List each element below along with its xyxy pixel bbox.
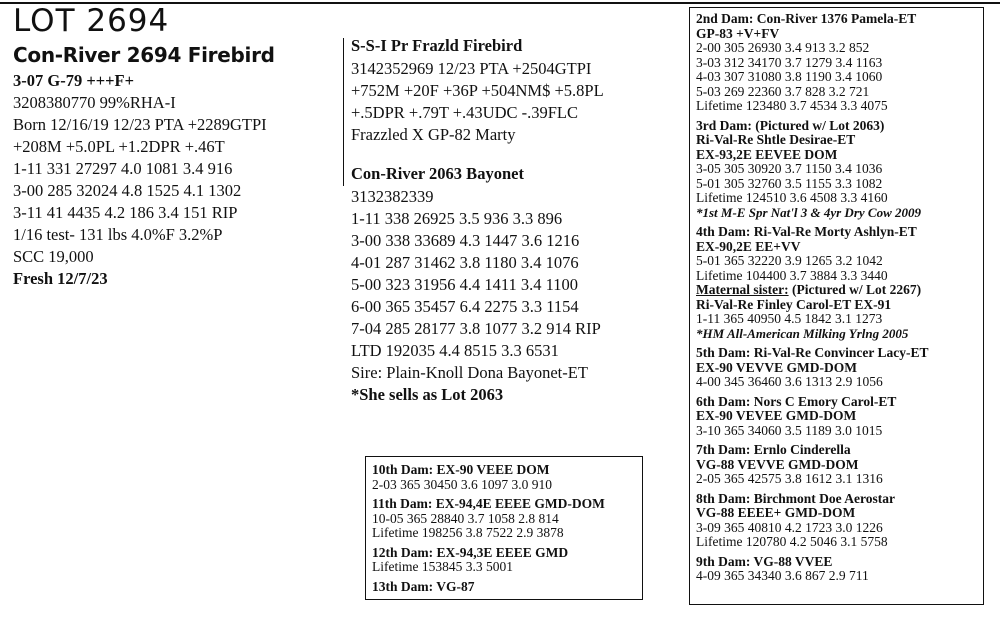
dam-record: [696, 119, 978, 221]
sire-detail-line: Frazzled X GP-82 Marty: [351, 125, 516, 144]
dam-record-line: 4-00 345 36460 3.6 1313 2.9 1056: [696, 374, 883, 389]
dam-record-heading: 8th Dam: Birchmont Doe Aerostar: [696, 490, 895, 506]
dam-record: [696, 225, 978, 341]
dam-record-heading: 3rd Dam: (Pictured w/ Lot 2063): [696, 117, 885, 133]
dam-record-line: Lifetime 153845 3.3 5001: [372, 559, 513, 574]
lot-detail-line: 3208380770 99%RHA-I: [13, 93, 176, 112]
sire-detail-line: +752M +20F +36P +504NM$ +5.8PL: [351, 81, 604, 100]
dam-record-line: 2-05 365 42575 3.8 1612 3.1 1316: [696, 471, 883, 486]
dam-detail-line: Sire: Plain-Knoll Dona Bayonet-ET: [351, 363, 588, 382]
sire-name: S-S-I Pr Frazld Firebird: [351, 36, 523, 55]
dam-detail-line: LTD 192035 4.4 8515 3.3 6531: [351, 341, 559, 360]
dam-record-line: 3-10 365 34060 3.5 1189 3.0 1015: [696, 422, 883, 438]
lot-detail-line: Born 12/16/19 12/23 PTA +2289GTPI: [13, 115, 267, 134]
dam-name: Con-River 2063 Bayonet: [351, 164, 524, 183]
lot-section: [13, 4, 343, 290]
dam-detail-line: 7-04 285 28177 3.8 1077 3.2 914 RIP: [351, 319, 601, 338]
dam-detail-line: 4-01 287 31462 3.8 1180 3.4 1076: [351, 253, 579, 272]
lot-detail-line: 3-11 41 4435 4.2 186 3.4 151 RIP: [13, 203, 238, 222]
dam-record: [696, 492, 978, 550]
dam-record-line: Lifetime 123480 3.7 4534 3.3 4075: [696, 98, 888, 113]
dam-record-heading: EX-90,2E EE+VV: [696, 238, 801, 254]
dam-record-line: 5-03 269 22360 3.7 828 3.2 721: [696, 83, 870, 99]
dam-history-box: [689, 7, 984, 605]
dam-record: [372, 497, 636, 541]
dam-record-heading: 9th Dam: VG-88 VVEE: [696, 553, 833, 569]
dam-record: [696, 12, 978, 114]
dam-record-heading: 7th Dam: Ernlo Cinderella: [696, 442, 851, 457]
dam-record-line: 5-01 305 32760 3.5 1155 3.3 1082: [696, 175, 883, 191]
dam-record-line: Lifetime 124510 3.6 4508 3.3 4160: [696, 190, 888, 205]
lot-detail-line: 1/16 test- 131 lbs 4.0%F 3.2%P: [13, 225, 223, 244]
dam-detail-line: 1-11 338 26925 3.5 936 3.3 896: [351, 209, 563, 228]
dam-record: [696, 555, 978, 584]
dam-record-line: 4-03 307 31080 3.8 1190 3.4 1060: [696, 69, 883, 84]
maternal-sister-label: Maternal sister:: [696, 282, 789, 297]
divider-line: [343, 38, 344, 186]
dam-record: [372, 546, 636, 575]
dam-detail-line: 5-00 323 31956 4.4 1411 3.4 1100: [351, 275, 579, 294]
dam-record-line: Lifetime 104400 3.7 3884 3.3 3440: [696, 267, 888, 283]
dam-record-heading: 2nd Dam: Con-River 1376 Pamela-ET: [696, 11, 917, 26]
sire-detail-line: 3142352969 12/23 PTA +2504GTPI: [351, 59, 592, 78]
pedigree-section: [351, 34, 681, 406]
dam-record-line: 2-03 365 30450 3.6 1097 3.0 910: [372, 476, 552, 492]
dam-record-heading: Ri-Val-Re Shtle Desirae-ET: [696, 132, 856, 147]
sire-detail-line: +.5DPR +.79T +.43UDC -.39FLC: [351, 103, 579, 122]
dam-record-heading: VG-88 EEEE+ GMD-DOM: [696, 505, 856, 520]
dam-record-line: 2-00 305 26930 3.4 913 3.2 852: [696, 40, 870, 55]
maternal-sister-note: *HM All-American Milking Yrlng 2005: [696, 325, 909, 341]
dam-record-line: 3-09 365 40810 4.2 1723 3.0 1226: [696, 519, 883, 535]
lot-title: LOT 2694: [13, 3, 170, 39]
dam-record: [372, 463, 636, 492]
lot-detail-line: +208M +5.0PL +1.2DPR +.46T: [13, 137, 225, 156]
dam-record-heading: EX-90 VEVEE GMD-DOM: [696, 408, 857, 423]
dam-record-line: 4-09 365 34340 3.6 867 2.9 711: [696, 568, 869, 583]
dam-record-heading: 12th Dam: EX-94,3E EEEE GMD: [372, 544, 569, 560]
dam-record-line: 3-05 305 30920 3.7 1150 3.4 1036: [696, 161, 883, 176]
dam-note: *She sells as Lot 2063: [351, 385, 504, 404]
dam-record: [696, 443, 978, 487]
maternal-sister-pictured: (Pictured w/ Lot 2267): [788, 282, 922, 297]
dam-detail-line: 6-00 365 35457 6.4 2275 3.3 1154: [351, 297, 579, 316]
dam-record-heading: 5th Dam: Ri-Val-Re Convincer Lacy-ET: [696, 345, 929, 360]
dam-record-heading: EX-93,2E EEVEE DOM: [696, 146, 838, 162]
later-dams-box: [365, 456, 643, 600]
lot-detail-line: 3-07 G-79 +++F+: [13, 71, 135, 90]
dam-details: [351, 186, 681, 384]
dam-record-heading: 11th Dam: EX-94,4E EEEE GMD-DOM: [372, 496, 605, 511]
dam-record-line: 3-03 312 34170 3.7 1279 3.4 1163: [696, 54, 883, 70]
dam-record-note: *1st M-E Spr Nat'l 3 & 4yr Dry Cow 2009: [696, 204, 921, 220]
dam-record-line: Lifetime 198256 3.8 7522 2.9 3878: [372, 525, 564, 540]
dam-detail-line: 3-00 338 33689 4.3 1447 3.6 1216: [351, 231, 580, 250]
lot-detail-line: 1-11 331 27297 4.0 1081 3.4 916: [13, 159, 233, 178]
dam-record-heading: 13th Dam: VG-87: [372, 578, 475, 594]
dam-record-heading: EX-90 VEVVE GMD-DOM: [696, 359, 857, 375]
dam-detail-line: 3132382339: [351, 187, 434, 206]
maternal-sister-name: Ri-Val-Re Finley Carol-ET EX-91: [696, 296, 892, 312]
dam-record: [696, 346, 978, 390]
dam-record-heading: 10th Dam: EX-90 VEEE DOM: [372, 462, 550, 477]
maternal-sister-line: [696, 283, 978, 298]
dam-record-heading: 6th Dam: Nors C Emory Carol-ET: [696, 393, 897, 409]
lot-detail-line: SCC 19,000: [13, 247, 94, 266]
lot-detail-line: 3-00 285 32024 4.8 1525 4.1 1302: [13, 181, 242, 200]
dam-record: [372, 580, 636, 595]
maternal-sister-record: 1-11 365 40950 4.5 1842 3.1 1273: [696, 311, 883, 326]
lot-details: [13, 70, 343, 290]
cow-name: Con-River 2694 Firebird: [13, 43, 275, 67]
lot-detail-line: Fresh 12/7/23: [13, 269, 108, 288]
dam-record-line: 10-05 365 28840 3.7 1058 2.8 814: [372, 510, 559, 526]
dam-record-heading: GP-83 +V+FV: [696, 25, 780, 41]
dam-record-line: 5-01 365 32220 3.9 1265 3.2 1042: [696, 253, 883, 268]
dam-record-heading: 4th Dam: Ri-Val-Re Morty Ashlyn-ET: [696, 224, 917, 239]
dam-record: [696, 395, 978, 439]
dam-record-heading: VG-88 VEVVE GMD-DOM: [696, 456, 859, 472]
dam-record-line: Lifetime 120780 4.2 5046 3.1 5758: [696, 534, 888, 549]
sire-details: [351, 58, 681, 146]
